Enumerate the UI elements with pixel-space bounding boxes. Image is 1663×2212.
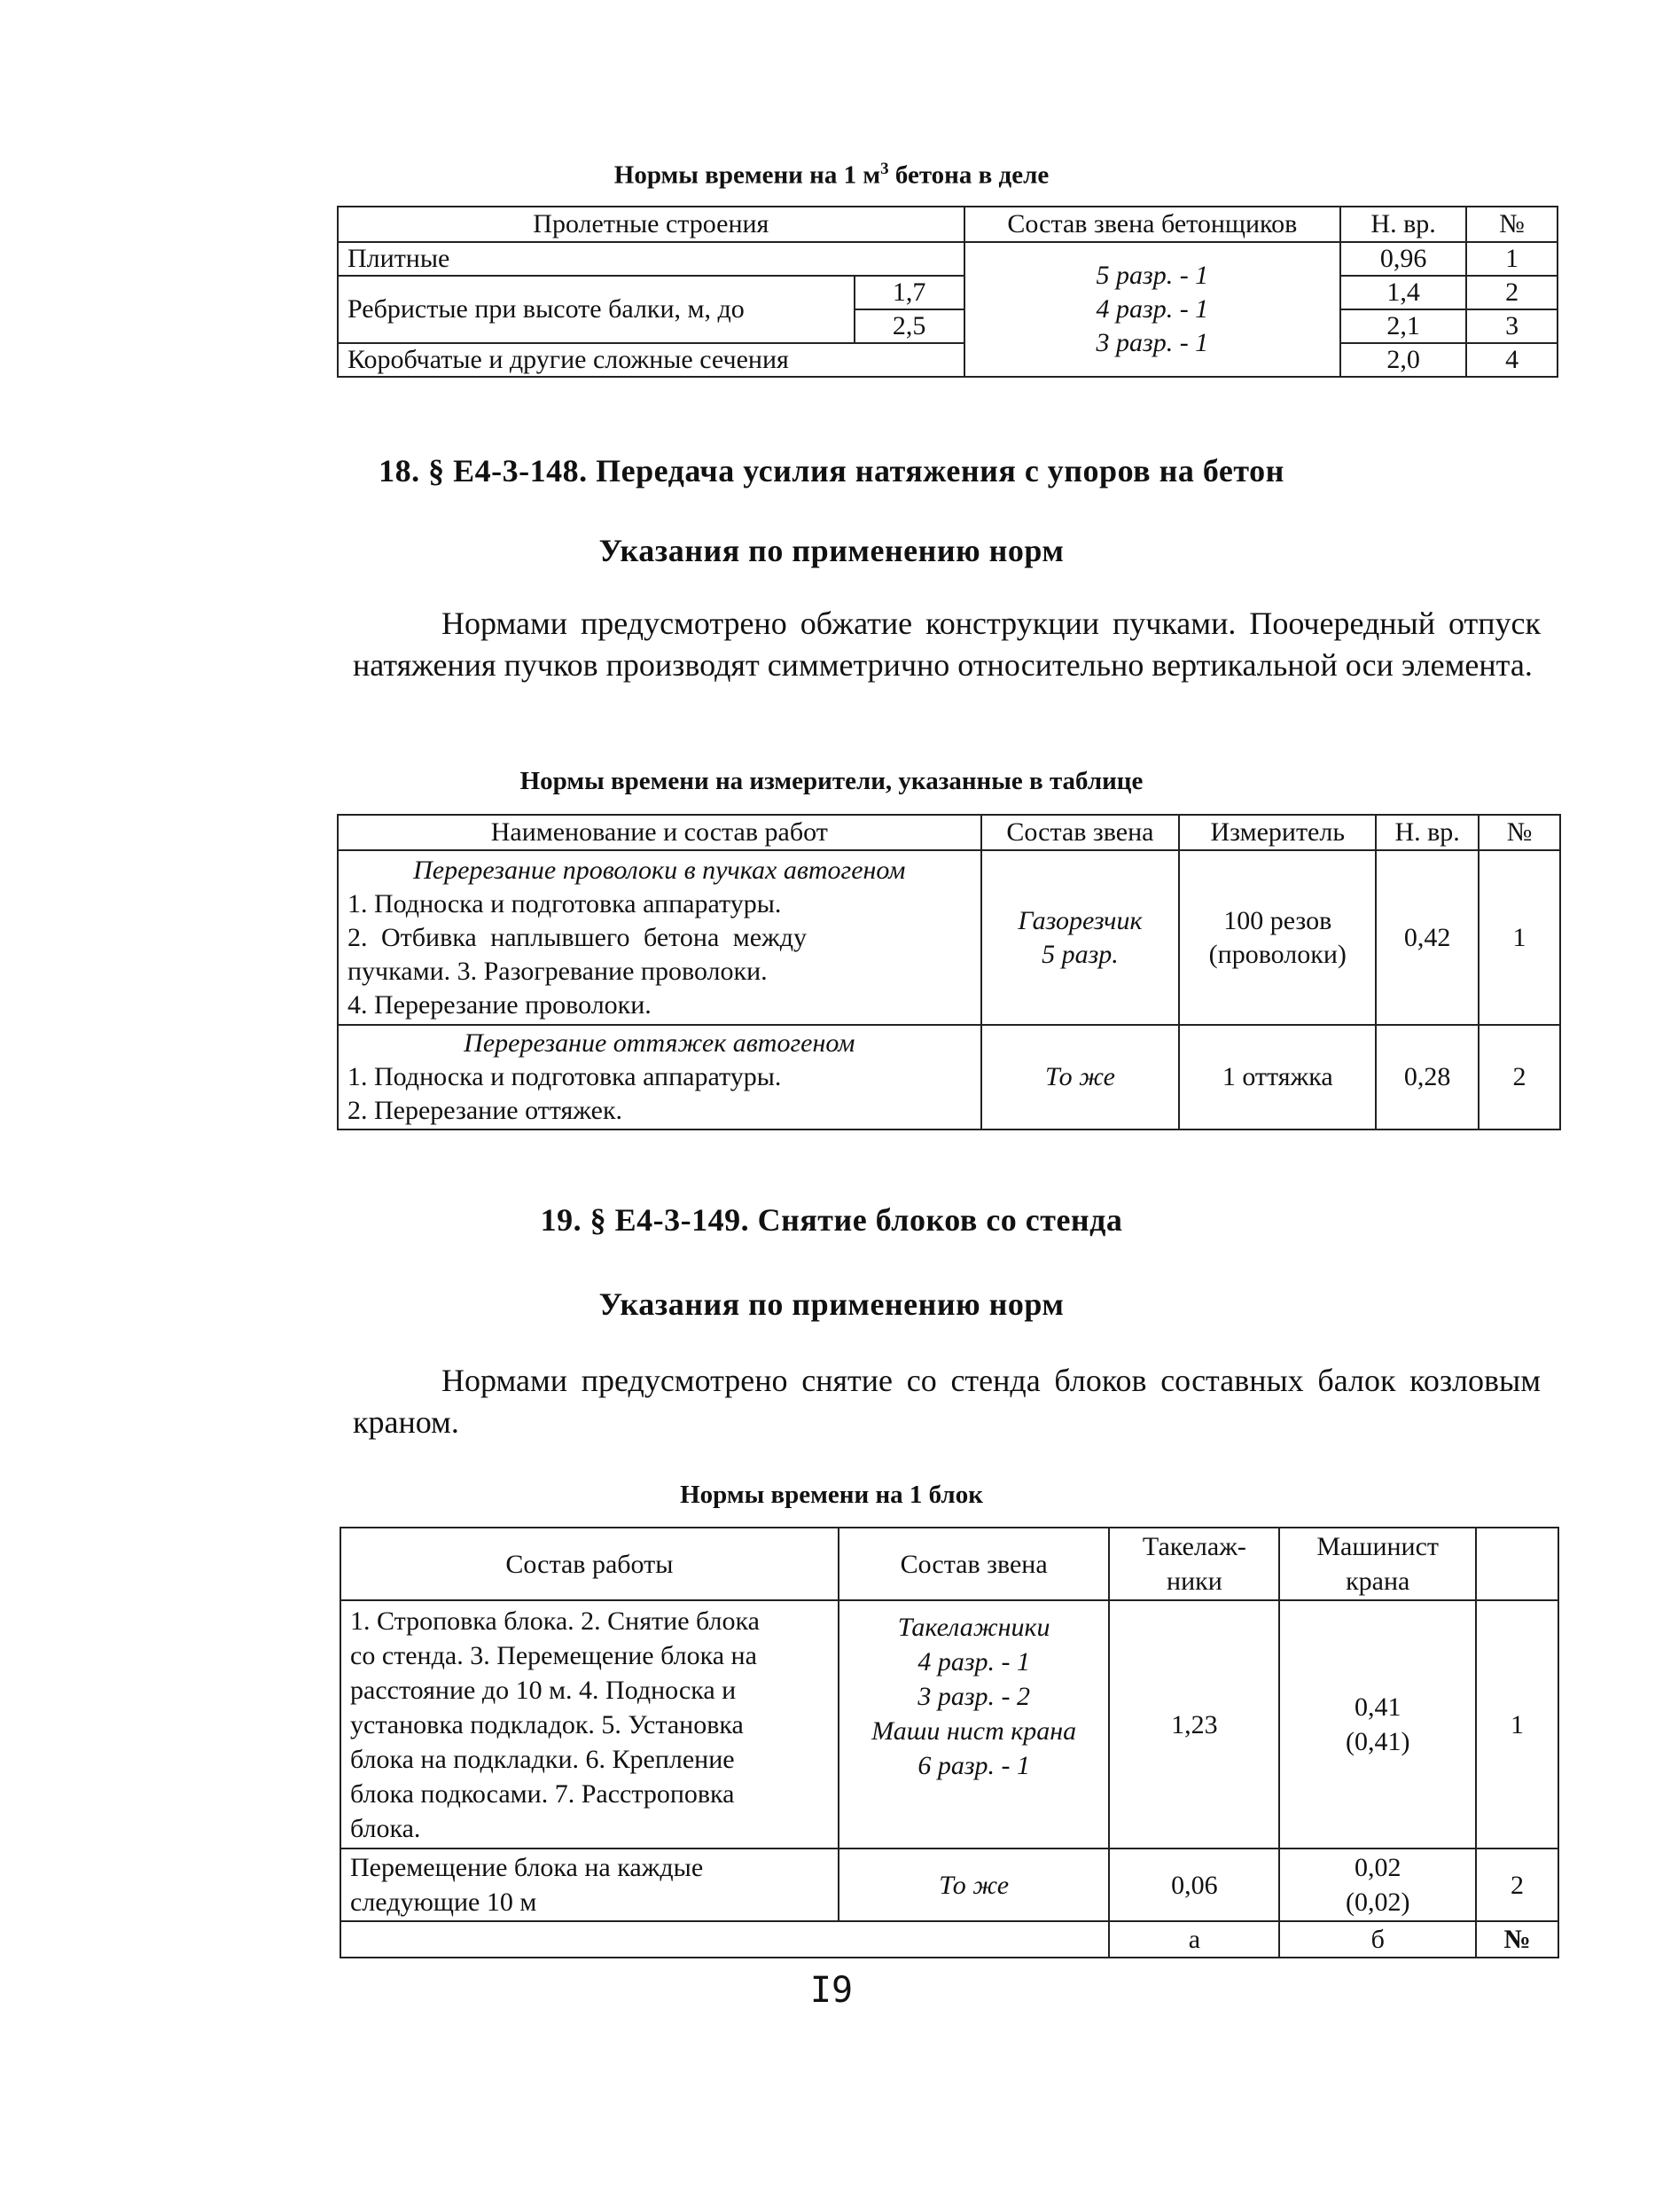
- table1-nvr: 2,1: [1340, 309, 1466, 343]
- section19-paragraph: [353, 1360, 1541, 1443]
- table2-work-line: 1. Подноска и подготовка аппаратуры.: [347, 1062, 782, 1091]
- table2-crew-line: 5 разр.: [1042, 939, 1119, 969]
- section19-heading: 19. § Е4-3-149. Снятие блоков со стенда: [540, 1202, 1123, 1238]
- table2-unit-line: 100 резов: [1223, 905, 1332, 935]
- table1-nvr: 1,4: [1340, 276, 1466, 309]
- page-number: I9: [809, 1970, 854, 2011]
- table3: [340, 1527, 1559, 1958]
- table2-header-work: Наименование и состав работ: [338, 815, 981, 850]
- table3-header-riggers: [1109, 1528, 1279, 1600]
- table2-row2-crew: То же: [981, 1025, 1180, 1129]
- table3-work-line: со стенда. 3. Перемещение блока на: [350, 1640, 757, 1670]
- table1-crew-line: 3 разр. - 1: [1096, 328, 1209, 357]
- table3-header-riggers-line: Такелаж-: [1142, 1532, 1246, 1561]
- table2-row2-num: 2: [1479, 1025, 1560, 1129]
- table3-crew-line: 3 разр. - 2: [917, 1682, 1031, 1711]
- table3-footer-a: а: [1109, 1921, 1279, 1958]
- table2-row2-work: [338, 1025, 981, 1129]
- table2-header-nvr: Н. вр.: [1376, 815, 1479, 850]
- table2-row1-unit: [1179, 850, 1376, 1025]
- table3-row2-crew: То же: [839, 1849, 1110, 1921]
- table1-header-crew: Состав звена бетонщиков: [964, 207, 1340, 242]
- table1-row-sub: 1,7: [855, 276, 964, 309]
- table1-row-label: Ребристые при высоте балки, м, до: [338, 276, 855, 343]
- table1-header-nvr: Н. вр.: [1340, 207, 1466, 242]
- table1-row-sub: 2,5: [855, 309, 964, 343]
- table3-row1-work: [340, 1600, 839, 1849]
- table3-row2-work: [340, 1849, 839, 1921]
- table2-crew-line: Газорезчик: [1018, 905, 1143, 935]
- table3-header-num: [1476, 1528, 1558, 1600]
- table2-row2-nvr: 0,28: [1376, 1025, 1479, 1129]
- table3-work-line: следующие 10 м: [350, 1888, 537, 1917]
- table2-work-line: 2. Отбивка наплывшего бетона между: [347, 922, 808, 952]
- table3-crew-line: Такелажники: [897, 1613, 1050, 1642]
- table2-unit-line: (проволоки): [1208, 939, 1347, 969]
- table3-row2-riggers: 0,06: [1109, 1849, 1279, 1921]
- table3-caption: Нормы времени на 1 блок: [680, 1481, 983, 1509]
- table1-crew-cell: [964, 242, 1340, 377]
- table2-work-line: 2. Перерезание оттяжек.: [347, 1096, 623, 1125]
- table3-work-line: установка подкладок. 5. Установка: [350, 1709, 744, 1739]
- table3-work-line: Перемещение блока на каждые: [350, 1853, 704, 1882]
- table1-crew-line: 5 разр. - 1: [1096, 261, 1209, 290]
- table2-row2-unit: 1 оттяжка: [1179, 1025, 1376, 1129]
- table2: [337, 814, 1561, 1130]
- table3-work-line: блока на подкладки. 6. Крепление: [350, 1744, 735, 1774]
- table1: [337, 206, 1558, 378]
- table2-row1-title: Перерезание проволоки в пучках автогеном: [413, 855, 906, 885]
- table1-nvr: 0,96: [1340, 242, 1466, 276]
- table1-num: 4: [1466, 343, 1558, 377]
- table2-header-crew: Состав звена: [981, 815, 1180, 850]
- table3-crew-line: Маши нист крана: [871, 1716, 1077, 1746]
- table3-header-riggers-line: ники: [1167, 1567, 1222, 1596]
- table2-work-line: 4. Перерезание проволоки.: [347, 989, 652, 1020]
- section19-subheading: Указания по применению норм: [598, 1286, 1065, 1322]
- table2-header-unit: Измеритель: [1179, 815, 1376, 850]
- table2-row2-title: Перерезание оттяжек автогеном: [464, 1028, 855, 1058]
- table3-row2-num: 2: [1476, 1849, 1558, 1921]
- table1-row-label: Плитные: [338, 242, 964, 276]
- table3-operator-line: 0,41: [1354, 1692, 1401, 1722]
- table3-operator-line: (0,02): [1345, 1888, 1410, 1917]
- section18-paragraph-text: Нормами предусмотрено обжатие конструкции пучками. Поочередный отпуск натяжения пучков производят симметрично относительно вертикальной оси элемента.: [353, 606, 1541, 683]
- table3-operator-line: 0,02: [1354, 1853, 1401, 1882]
- table2-row1-crew: [981, 850, 1180, 1025]
- table1-header-spans: Пролетные строения: [338, 207, 964, 242]
- table3-header-operator: [1279, 1528, 1476, 1600]
- table3-crew-line: 4 разр. - 1: [917, 1647, 1031, 1677]
- table1-caption: [0, 160, 1663, 191]
- table1-caption-text-end: бетона в деле: [888, 160, 1050, 190]
- table1-crew-line: 4 разр. - 1: [1096, 294, 1209, 324]
- table3-footer-b: б: [1279, 1921, 1476, 1958]
- table3-header-crew: Состав звена: [839, 1528, 1110, 1600]
- table3-row1-riggers: 1,23: [1109, 1600, 1279, 1849]
- table1-nvr: 2,0: [1340, 343, 1466, 377]
- table2-row1-work: [338, 850, 981, 1025]
- table1-num: 2: [1466, 276, 1558, 309]
- table3-row1-operator: [1279, 1600, 1476, 1849]
- section18-subheading: Указания по применению норм: [598, 533, 1065, 568]
- table3-crew-line: 6 разр. - 1: [917, 1751, 1031, 1780]
- table3-row2-operator: [1279, 1849, 1476, 1921]
- table1-row-label: Коробчатые и другие сложные сечения: [338, 343, 964, 377]
- table3-operator-line: (0,41): [1345, 1727, 1410, 1756]
- table3-footer-num: №: [1476, 1921, 1558, 1958]
- table2-row1-nvr: 0,42: [1376, 850, 1479, 1025]
- table2-header-num: №: [1479, 815, 1560, 850]
- table3-row1-crew: [839, 1600, 1110, 1849]
- table3-header-work: Состав работы: [340, 1528, 839, 1600]
- table3-work-line: блока подкосами. 7. Расстроповка: [350, 1778, 735, 1809]
- section18-paragraph: [353, 603, 1541, 686]
- section18-heading: 18. § Е4-3-148. Передача усилия натяжения с упоров на бетон: [379, 453, 1284, 489]
- table3-work-line: расстояние до 10 м. 4. Подноска и: [350, 1675, 737, 1705]
- table2-caption: Нормы времени на измерители, указанные в таблице: [519, 767, 1144, 795]
- table2-work-line: пучками. 3. Разогревание проволоки.: [347, 956, 768, 986]
- table2-work-line: 1. Подноска и подготовка аппаратуры.: [347, 888, 782, 918]
- table1-caption-text: Нормы времени на 1 м: [613, 160, 881, 190]
- table1-num: 1: [1466, 242, 1558, 276]
- table3-work-line: блока.: [350, 1813, 421, 1843]
- table1-num: 3: [1466, 309, 1558, 343]
- table2-row1-num: 1: [1479, 850, 1560, 1025]
- table1-caption-sup: 3: [880, 160, 889, 178]
- table1-header-num: №: [1466, 207, 1558, 242]
- table3-row1-num: 1: [1476, 1600, 1558, 1849]
- section19-paragraph-text: Нормами предусмотрено снятие со стенда блоков составных балок козловым краном.: [353, 1363, 1541, 1440]
- table3-header-operator-line: Машинист: [1316, 1532, 1440, 1561]
- table3-work-line: 1. Строповка блока. 2. Снятие блока: [350, 1606, 760, 1636]
- table3-footer-blank: [340, 1921, 1109, 1958]
- table3-header-operator-line: крана: [1346, 1567, 1410, 1596]
